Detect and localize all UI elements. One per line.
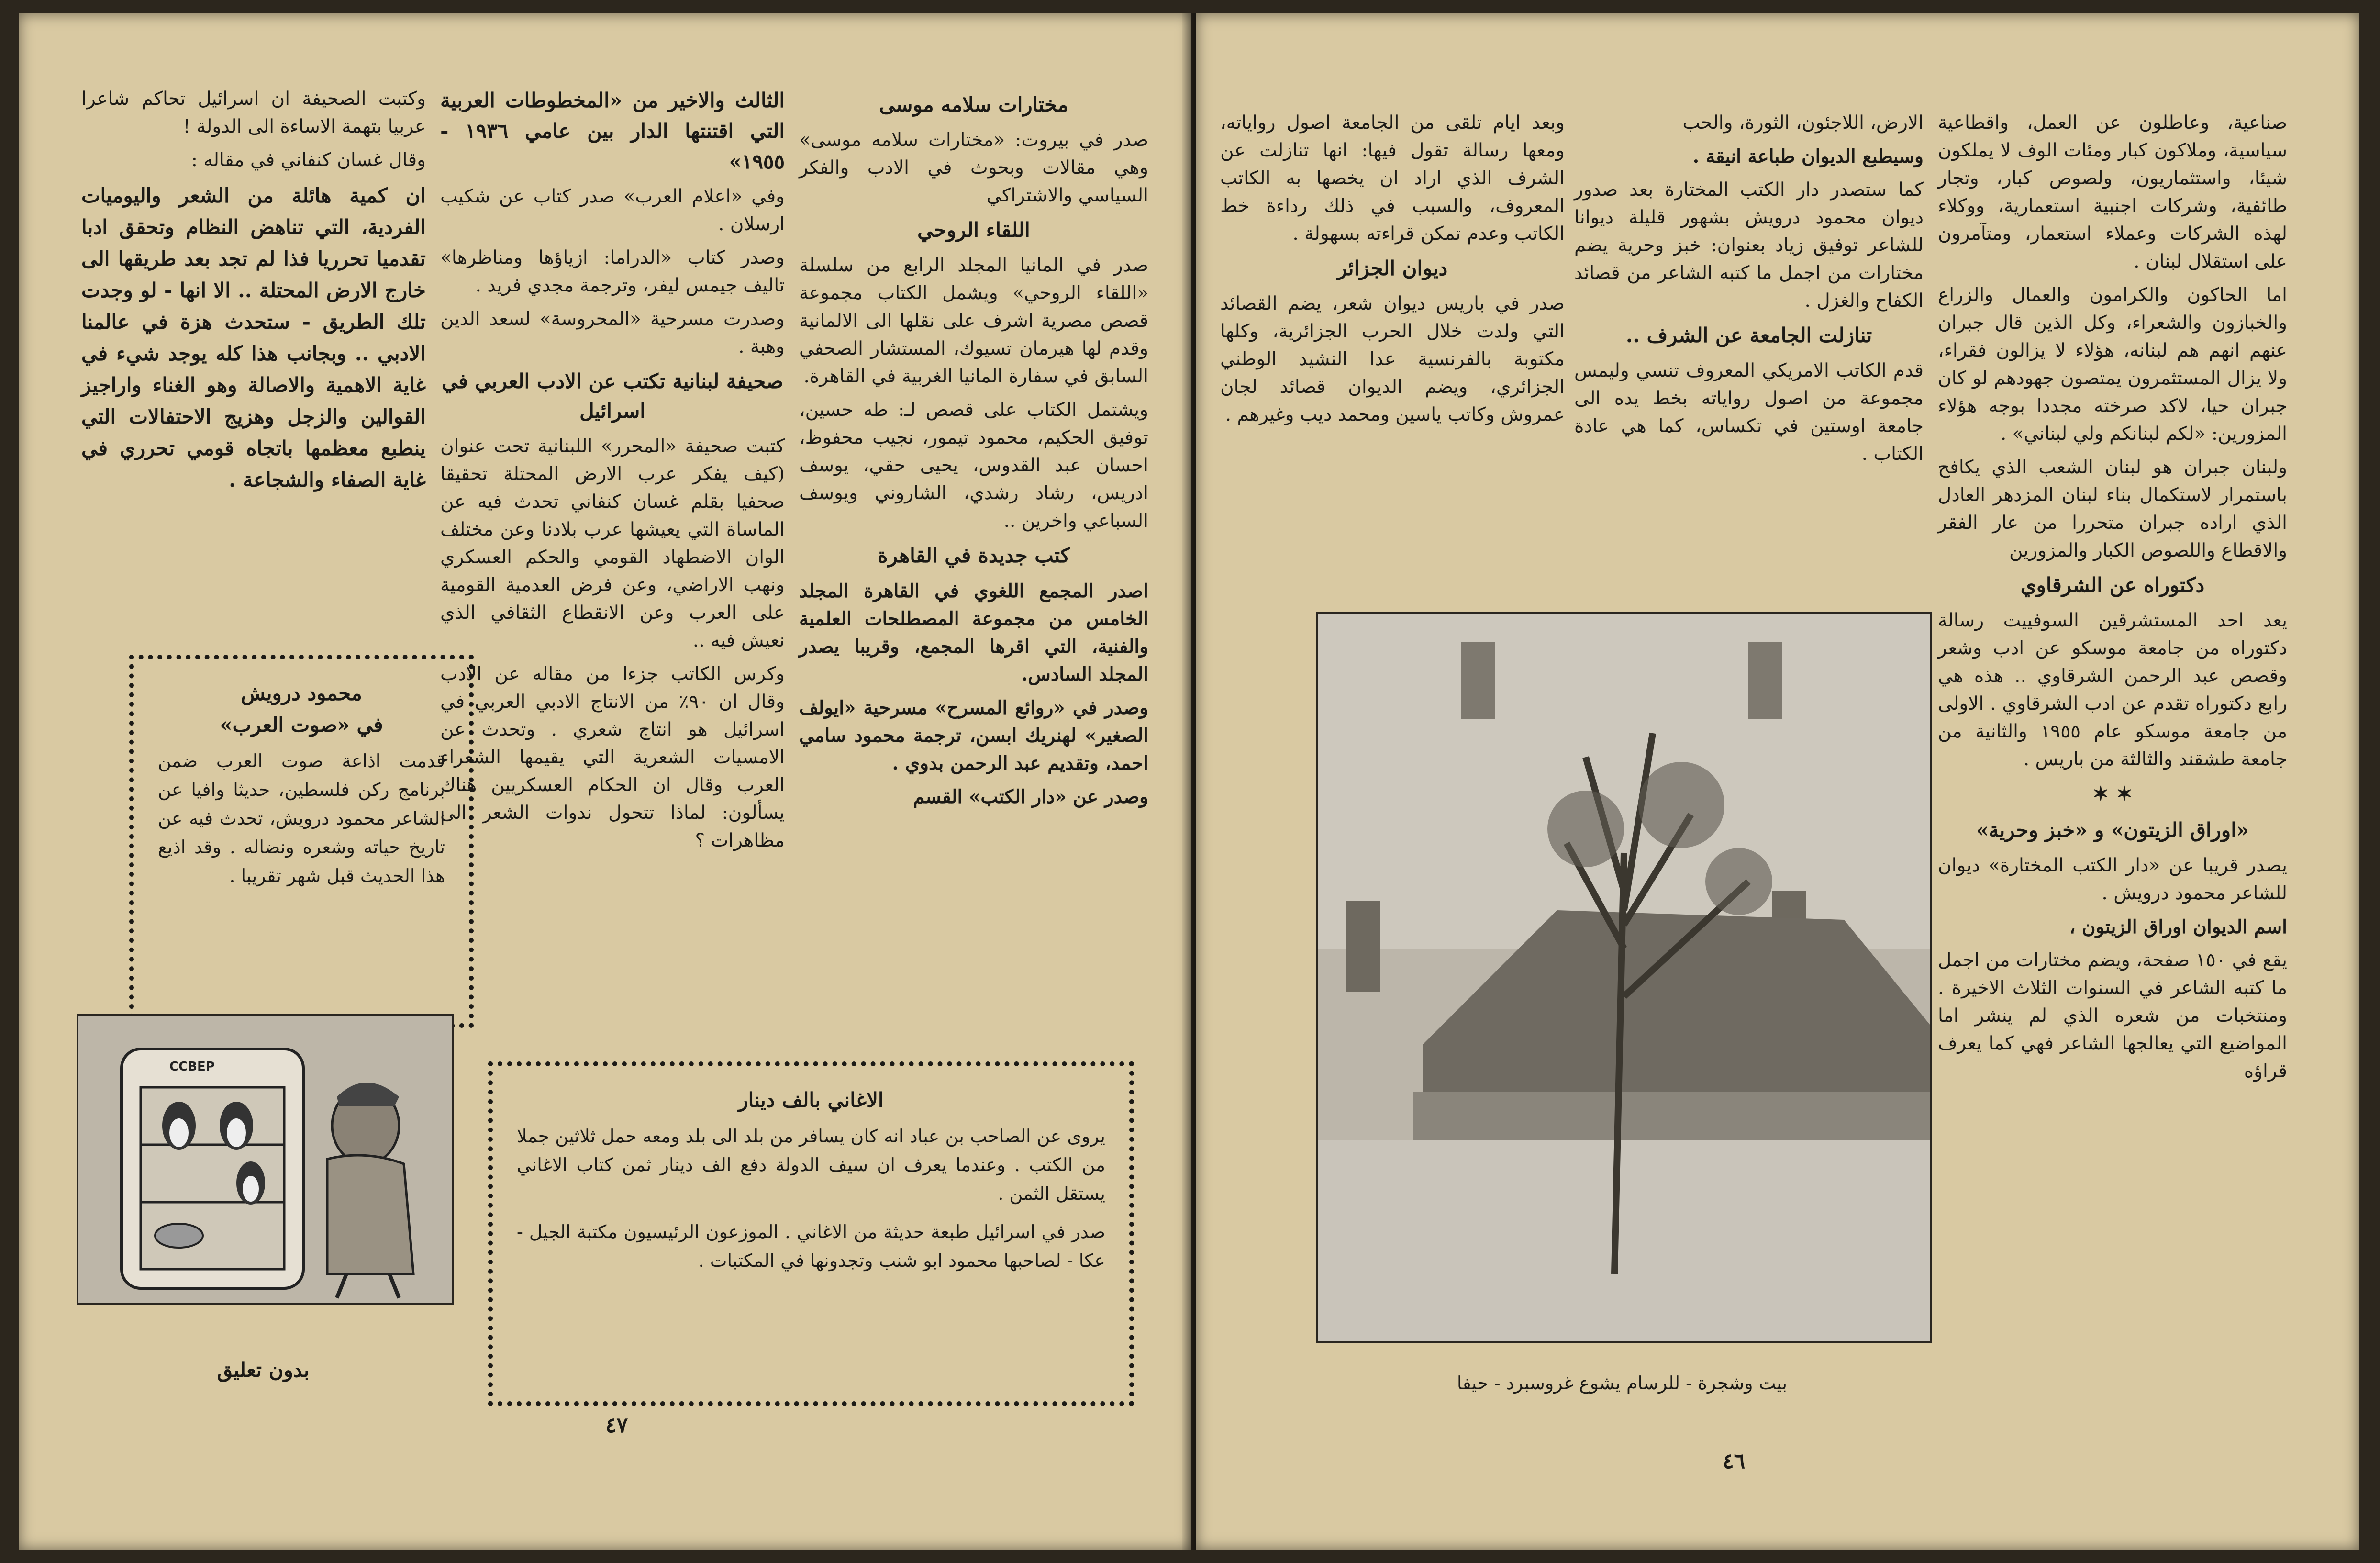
- paragraph: ان كمية هائلة من الشعر واليوميات الفردية، التي تناهض النظام وتحقق ادبا تقدميا تحرريا فذا لم تجد بعد طريقها الى خارج الارض المحتلة .. الا انها - لو وجدت تلك الطريق - ستحدث هزة في عالمنا الادبي .. وبجانب هذا كله يوجد شيء في غاية الاهمية والاصالة وهو الغناء واراجيز القوالين والزجل وهزيج الاحتفالات التي ينطبع معظمها باتجاه قومي تحرري في غاية الصفاء والشجاعة .: [81, 184, 426, 491]
- songs-box: [488, 1061, 1134, 1406]
- darwish-box: [129, 655, 474, 1028]
- column-right: [1938, 109, 2287, 1091]
- heading: «اوراق الزيتون» و «خبز وحرية»: [1976, 818, 2249, 842]
- heading: دكتوراه عن الشرقاوي: [2020, 573, 2205, 597]
- paragraph: كما ستصدر دار الكتب المختارة بعد صدور ديوان محمود درويش بشهور قليلة ديوانا للشاعر توفيق زياد بعنوان: خبز وحرية يضم مختارات من اجمل ما كتبه الشاعر من قصائد الكفاح والغزل .: [1574, 179, 1924, 312]
- paragraph: وبعد ايام تلقى من الجامعة اصول رواياته، ومعها رسالة تقول فيها: انها تنازلت عن الشرف الذي اراد ان يخصها به الكاتب المعروف، والسبب في ذلك رداءة خط الكاتب وعدم تمكن قراءته بسهولة .: [1220, 112, 1565, 245]
- box-body: قدمت اذاعة صوت العرب ضمن برنامج ركن فلسطين، حديثا وافيا عن الشاعر محمود درويش، تحدث فيه عن تاريخ حياته وشعره ونضاله . وقد اذيع هذا الحديث قبل شهر تقريبا .: [158, 750, 445, 886]
- painting-photo: [1316, 612, 1932, 1343]
- paragraph: وصدرت مسرحية «المحروسة» لسعد الدين وهبة .: [440, 308, 785, 357]
- stars-icon: ✶ ✶: [2092, 782, 2133, 805]
- photo-caption: بيت وشجرة - للرسام يشوع غروسبرد - حيفا: [1457, 1373, 1788, 1394]
- paragraph: صدر في بيروت: «مختارات سلامه موسى» وهي مقالات وبحوث في الادب والفكر السياسي والاشتراكي: [799, 129, 1148, 206]
- paragraph: وصدر عن «دار الكتب» القسم: [913, 786, 1148, 808]
- paragraph: وقال غسان كنفاني في مقاله :: [191, 149, 426, 171]
- box-paragraph: يروى عن الصاحب بن عباد انه كان يسافر من بلد الى بلد ومعه حمل ثلاثين جملا من الكتب . وعندما يعرف ان سيف الدولة دفع الف دينار ثمن كتاب الاغاني يستقل الثمن .: [517, 1126, 1105, 1204]
- paragraph: اما الحاكون والكرامون والعمال والزراع والخبازون والشعراء، وكل الذين قال جبران عنهم انهم هم لبنانه، هؤلاء لا يزالون فقراء، ولا يزال المستثمرون يمتصون جهودهم لو كان جبران حيا، لاكد صرخته مجددا بوجه هؤلاء المزورين: «لكم لبنانكم ولي لبناني» .: [1938, 284, 2287, 445]
- paragraph: يصدر قريبا عن «دار الكتب المختارة» ديوان للشاعر محمود درويش .: [1938, 855, 2287, 904]
- page-47: [19, 13, 1191, 1550]
- paragraph: ويشتمل الكتاب على قصص لـ: طه حسين، توفيق الحكيم، محمود تيمور، نجيب محفوظ، احسان عبد القدوس، يحيى حقي، يوسف ادريس، رشاد رشدي، الشاروني ويوسف السباعي واخرين ..: [799, 399, 1148, 532]
- paragraph: الارض، اللاجئون، الثورة، والحب: [1682, 112, 1924, 134]
- column-middle: [440, 85, 785, 860]
- box-paragraph: صدر في اسرائيل طبعة حديثة من الاغاني . الموزعون الرئيسيون مكتبة الجيل - عكا - لصاحبها محمود ابو شنب وتجدونها في المكتبات .: [517, 1221, 1105, 1271]
- paragraph: وكتبت الصحيفة ان اسرائيل تحاكم شاعرا عربيا بتهمة الاساءة الى الدولة !: [81, 88, 426, 137]
- box-title: محمود درويش: [241, 681, 362, 705]
- paragraph: صدر في باريس ديوان شعر، يضم القصائد التي ولدت خلال الحرب الجزائرية، وكلها مكتوبة بالفرنسية عدا النشيد الوطني الجزائري، ويضم الديوان قصائد لجان عمروش وكاتب ياسين ومحمد ديب وغيرهم .: [1220, 293, 1565, 425]
- paragraph: يقع في ١٥٠ صفحة، ويضم مختارات من اجمل ما كتبه الشاعر في السنوات الثلاث الاخيرة . ومنتخبات من شعره الذي لم ينشر اما المواضيع التي يعالجها الشاعر فهي كما يعرف قراؤه: [1938, 949, 2287, 1082]
- paragraph: وفي «اعلام العرب» صدر كتاب عن شكيب ارسلان .: [440, 186, 785, 235]
- column-right: [799, 85, 1148, 816]
- refrigerator-cartoon-icon: [78, 1016, 452, 1303]
- paragraph: يعد احد المستشرقين السوفييت رسالة دكتوراه من جامعة موسكو عن ادب وشعر وقصص عبد الرحمن الشرقاوي .. هذه هي رابع دكتوراه تقدم عن ادب الشرقاوي . الاولى من جامعة موسكو عام ١٩٥٥ والثانية من جامعة طشقند والثالثة من باريس .: [1938, 610, 2287, 770]
- paragraph: ولبنان جبران هو لبنان الشعب الذي يكافح باستمرار لاستكمال بناء لبنان المزدهر العادل الذي اراده جبران متحررا من عار الفقر والاقطاع واللصوص الكبار والمزورين: [1938, 457, 2287, 561]
- fridge-brand: CCBEP: [169, 1060, 215, 1074]
- column-middle: [1574, 109, 1924, 474]
- paragraph: اصدر المجمع اللغوي في القاهرة المجلد الخامس من مجموعة المصطلحات العلمية والفنية، التي اقرها المجمع، وقريبا يصدر المجلد السادس.: [799, 580, 1148, 685]
- paragraph: كتبت صحيفة «المحرر» اللبنانية تحت عنوان (كيف يفكر عرب الارض المحتلة تحقيقا صحفيا بقلم غسان كنفاني تحدث فيه عن الماساة التي يعيشها عرب بلادنا وعن مختلف الوان الاضطهاد القومي والحكم العسكري ونهب الاراضي، وعن فرض العدمية القومية على العرب وعن الانقطاع الثقافي الذي نعيش فيه ..: [440, 435, 785, 651]
- column-left: [81, 85, 426, 502]
- paragraph: وصدر كتاب «الدراما: ازياؤها ومناظرها» تاليف جيمس ليفر، وترجمة مجدي فريد .: [440, 247, 785, 296]
- page-46: [1196, 13, 2359, 1550]
- paragraph: وكرس الكاتب جزءا من مقاله عن الادب وقال ان ٩٠٪ من الانتاج الادبي العربي في اسرائيل هو انتاج شعري . وتحدث عن الامسيات الشعرية التي يقيمها الشعراء العرب وقال ان الحكام العسكريين هناك يسألون: لماذا تتحول ندوات الشعر الى مظاهرات ؟: [440, 663, 785, 851]
- page-number: ٤٦: [1723, 1449, 1746, 1474]
- heading: ديوان الجزائر: [1337, 257, 1448, 280]
- box-subtitle: في «صوت العرب»: [220, 713, 383, 737]
- cartoon-caption: بدون تعليق: [217, 1358, 310, 1382]
- paragraph: وصدر في «روائع المسرح» مسرحية «ايولف الصغير» لهنريك ابسن، ترجمة محمود سامي احمد، وتقديم عبد الرحمن بدوي .: [799, 697, 1148, 774]
- box-title: الاغاني بالف دينار: [738, 1088, 884, 1112]
- page-number: ٤٧: [605, 1413, 628, 1438]
- cartoon-image: [77, 1014, 454, 1305]
- paragraph: قدم الكاتب الامريكي المعروف تنسي وليمس مجموعة من اصول رواياته بخط يده الى جامعة اوستين في تكساس، كما هي عادة الكتاب .: [1574, 360, 1924, 465]
- paragraph: صناعية، وعاطلون عن العمل، واقطاعية سياسية، وملاكون كبار ومئات الوف لا يملكون شيئا، واستثماريون، ولصوص كبار، وتجار طائفية، وشركات اجنبية استعمارية، ووكلاء لهذه الشركات وعملاء استعمار، ومتآمرون على استقلال لبنان .: [1938, 112, 2287, 272]
- heading: مختارات سلامه موسى: [879, 93, 1068, 116]
- paragraph: الثالث والاخير من «المخطوطات العربية التي اقتنتها الدار بين عامي ١٩٣٦ - ١٩٥٥»: [440, 89, 785, 173]
- house-tree-icon: [1318, 614, 1930, 1341]
- paragraph: اسم الديوان اوراق الزيتون ،: [2069, 916, 2287, 938]
- column-left: [1220, 109, 1565, 435]
- paragraph: صدر في المانيا المجلد الرابع من سلسلة «اللقاء الروحي» ويشمل الكتاب مجموعة قصص مصرية اشرف على نقلها الى الالمانية وقدم لها هيرمان تسيوك، المستشار الصحفي السابق في سفارة المانيا الغربية في القاهرة.: [799, 255, 1148, 387]
- heading: تنازلت الجامعة عن الشرف ..: [1625, 324, 1872, 347]
- heading: صحيفة لبنانية تكتب عن الادب العربي في اسرائيل: [441, 369, 784, 423]
- heading: كتب جديدة في القاهرة: [877, 544, 1070, 567]
- heading: اللقاء الروحي: [917, 218, 1030, 242]
- paragraph: وسيطبع الديوان طباعة انيقة .: [1692, 145, 1924, 167]
